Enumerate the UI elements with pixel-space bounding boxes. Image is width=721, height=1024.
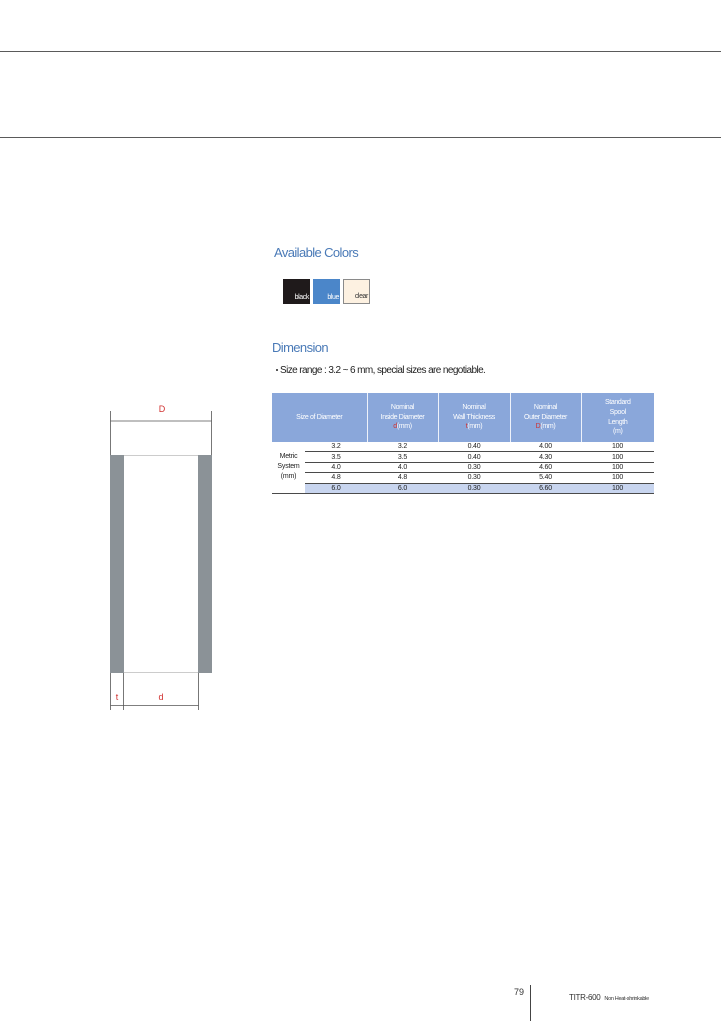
cell-wall-thickness: 0.30 <box>438 462 510 472</box>
cell-spool-length: 100 <box>581 442 654 452</box>
cell-size: 3.2 <box>305 442 367 452</box>
symbol-d: d <box>393 423 397 431</box>
header-unit-line <box>368 422 438 432</box>
symbol-D: D <box>535 423 541 431</box>
cell-inside-diameter: 3.5 <box>367 452 438 462</box>
symbol-t: t <box>465 423 468 431</box>
inner-diameter-label: d <box>158 692 164 702</box>
swatch-blue <box>313 279 340 304</box>
page-number: 79 <box>513 987 524 997</box>
available-colors-title: Available Colors <box>274 245 359 260</box>
cell-spool-length: 100 <box>581 473 654 483</box>
cell-wall-thickness: 0.40 <box>438 452 510 462</box>
system-label-line: System <box>277 463 300 471</box>
wall-thickness-label: t <box>115 692 119 702</box>
cell-outer-diameter: 4.60 <box>510 462 581 472</box>
cell-wall-thickness: 0.30 <box>438 473 510 483</box>
cell-size: 6.0 <box>305 483 367 493</box>
cell-wall-thickness: 0.30 <box>438 483 510 493</box>
table-row <box>272 442 654 452</box>
table-row <box>272 452 654 462</box>
tube-wall-left <box>110 455 124 673</box>
footer-product <box>569 987 649 1005</box>
swatch-label: black <box>294 294 309 301</box>
cell-spool-length: 100 <box>581 452 654 462</box>
header-line: Length <box>608 418 628 426</box>
product-code: TITR-600 <box>569 993 601 1002</box>
top-divider <box>0 51 721 52</box>
cell-outer-diameter: 4.00 <box>510 442 581 452</box>
bullet-icon <box>276 369 278 371</box>
dimension-table <box>272 393 654 494</box>
header-line: Inside Diameter <box>380 413 425 421</box>
cell-inside-diameter: 4.0 <box>367 462 438 472</box>
cell-wall-thickness: 0.40 <box>438 442 510 452</box>
cell-spool-length: 100 <box>581 462 654 472</box>
header-line: Nominal <box>390 404 415 412</box>
unit-text: (mm) <box>540 423 556 431</box>
cell-spool-length: 100 <box>581 483 654 493</box>
header-inside-diameter <box>367 393 438 442</box>
size-range-note <box>276 365 485 377</box>
color-swatches <box>283 279 373 304</box>
header-bottom-divider <box>0 137 721 138</box>
outer-diameter-label: D <box>158 404 166 414</box>
table-row <box>272 473 654 483</box>
cell-size: 4.8 <box>305 473 367 483</box>
dimension-title: Dimension <box>272 340 329 355</box>
header-size-of-diameter: Size of Diameter <box>296 414 343 421</box>
system-label-line: (mm) <box>280 473 297 481</box>
header-line: Wall Thickness <box>453 413 495 421</box>
product-type: Non Heat-shrinkable <box>604 996 649 1002</box>
cell-outer-diameter: 5.40 <box>510 473 581 483</box>
size-range-text: Size range : 3.2 ~ 6 mm, special sizes are negotiable. <box>280 365 486 376</box>
tube-dimension-diagram <box>100 400 225 720</box>
header-line: Outer Diameter <box>524 413 567 421</box>
table-row <box>272 462 654 472</box>
unit-text: (mm) <box>467 423 483 431</box>
system-label-line: Metric <box>279 453 298 461</box>
header-unit-line <box>511 422 581 432</box>
cell-outer-diameter: 6.60 <box>510 483 581 493</box>
swatch-clear <box>343 279 370 304</box>
header-spool-length <box>581 393 654 442</box>
system-label-cell <box>272 442 305 493</box>
header-unit-line <box>439 422 510 432</box>
swatch-black <box>283 279 310 304</box>
header-line: (m) <box>613 428 623 436</box>
header-line: Nominal <box>533 404 558 412</box>
header-line: Standard <box>604 399 631 407</box>
swatch-label: blue <box>327 294 339 301</box>
header-wall-thickness <box>438 393 510 442</box>
header-outer-diameter <box>510 393 581 442</box>
table-header-row <box>272 393 654 442</box>
footer-divider <box>530 985 531 1021</box>
cell-inside-diameter: 3.2 <box>367 442 438 452</box>
cell-outer-diameter: 4.30 <box>510 452 581 462</box>
cell-inside-diameter: 4.8 <box>367 473 438 483</box>
table-row-highlighted <box>272 483 654 493</box>
swatch-label: clear <box>354 293 368 300</box>
cell-size: 3.5 <box>305 452 367 462</box>
tube-wall-right <box>198 455 212 673</box>
cell-inside-diameter: 6.0 <box>367 483 438 493</box>
header-line: Nominal <box>462 404 486 412</box>
unit-text: (mm) <box>396 423 412 431</box>
header-line: Spool <box>609 408 626 416</box>
cell-size: 4.0 <box>305 462 367 472</box>
